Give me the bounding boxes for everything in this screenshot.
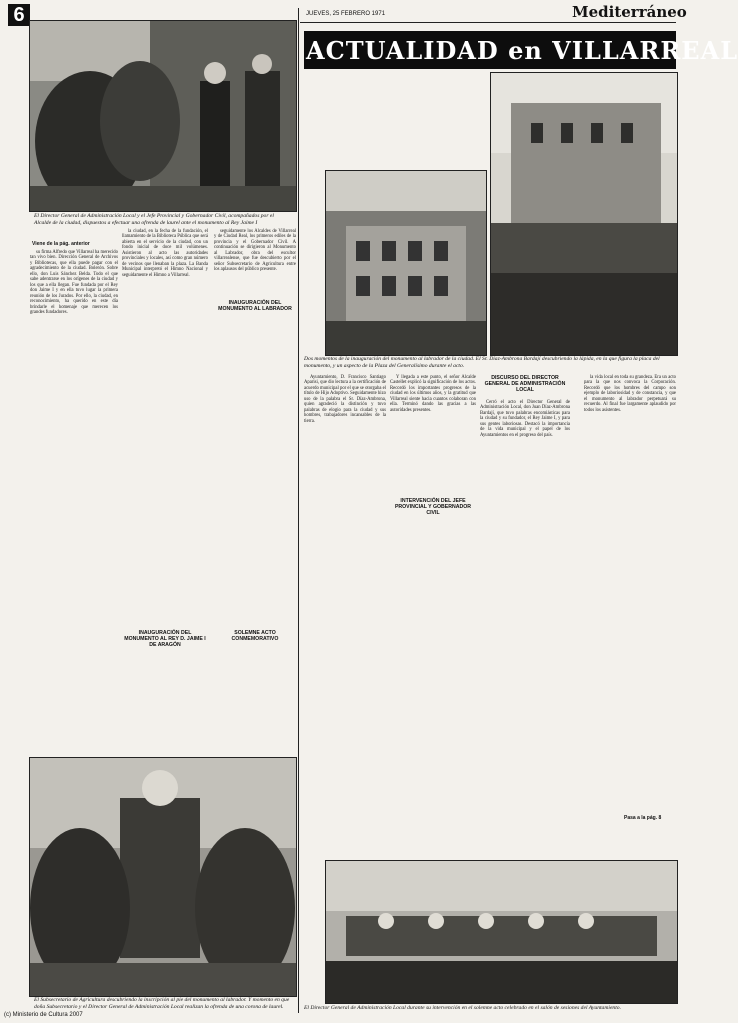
text-column-6-body: Cerró el acto el Director General de Administración Local, don Juan Díaz-Ambrona Bardají, que tuvo palabras encomiásticas para la ciudad y su fundador, el Rey Jaime I, y para sus gentes laboriosas. Destacó la importancia de la vida municipal y el papel de los Ayuntamientos en el progreso del país. <box>480 400 570 438</box>
header-date: JUEVES, 25 FEBRERO 1971 <box>306 11 386 17</box>
pasa-a-pagina: Pasa a la pág. 8 <box>624 815 662 821</box>
text-column-3-body: seguidamente los Alcaldes de Villarreal y de Ciudad Real, los primeros ediles de la provincia y el Gobernador Civil. A continuación se dirigieron al Monumento al Labrador, obra del escultor villarrealense, que fue descubierto por el señor Subsecretario de Agricultura entre los aplausos del público presente. <box>214 229 296 273</box>
text-column-6 <box>480 400 570 820</box>
page-number: 6 <box>13 4 25 26</box>
copyright-credit: (c) Ministerio de Cultura 2007 <box>4 1012 83 1018</box>
text-column-1-body: su firma Alfredo que Villarreal ha merecido tan vivo bien. Dirección General de Archivos y Bibliotecas, que ella puede pagar con el agradecimiento de la ciudad. Bolerón. Sobre ello, don Luis Sánchez Belda. Todo el que sabe adentrarse en los orígenes de la ciudad y los que a ella llegan. Fue fundada por el Rey don Jaime I y en ella tuvo lugar la primera reunión de los Jurados. Por ello, la ciudad, en reconocimiento, ha querido en este día brindarle el homenaje que merecen los grandes fundadores. <box>30 250 118 315</box>
caption-top-left: El Director General de Administración Local y el Jefe Provincial y Gobernador Civil, acompañados por el Alcalde de la ciudad, dispuestos a efectuar una ofrenda de laurel ante el monumento al Rey Jaime I <box>34 213 274 226</box>
subhead-intervencion: INTERVENCIÓN DEL JEFE PROVINCIAL Y GOBERNADOR CIVIL <box>394 498 472 517</box>
photo-council-hall <box>325 860 678 1004</box>
column-divider <box>298 8 299 1013</box>
caption-bottom-right: El Director General de Administración Local durante su intervención en el solemne acto celebrado en el salón de sesiones del Ayuntamiento. <box>304 1005 621 1011</box>
text-column-7 <box>584 375 676 815</box>
photo-plaza-ceremony <box>490 72 678 356</box>
text-column-7-body: la vida local en toda su grandeza. Era un acto para la que nos convoca la Corporación. Recordó que los hombres del campo son ejemplo de laboriosidad y de constancia, y que el monumento al labrador perpetuará su recuerdo. Al final fue largamente aplaudido por todos los asistentes. <box>584 375 676 413</box>
photo-monument-building <box>325 170 487 356</box>
text-column-5-body: Y llegada a este punto, el señor Alcalde Castellet explicó la significación de los actos. Recordó los importantes progresos de la ciudad en los últimos años, y la gratitud que Villarreal siente hacia cuantos colaboran con ella. Terminó dando las gracias a las autoridades presentes. <box>390 375 476 413</box>
viene-subhead: Viene de la pág. anterior <box>32 241 90 247</box>
subhead-inaug-labrador: INAUGURACIÓN DEL MONUMENTO AL LABRADOR <box>218 300 292 313</box>
photo-wreath-offering <box>29 20 297 212</box>
text-column-4 <box>304 375 386 820</box>
text-column-4-body: Ayuntamiento, D. Francisco Santiago Aparisi, que dio lectura a la certificación de acuerdo municipal por el que se otorgaba el título de Hijo Adoptivo. Seguidamente hizo uso de la palabra el Sr. Díaz-Ambrona, quien agradeció la distinción y tuvo palabras de elogio para la ciudad y sus hombres, trabajadores incansables de la tierra. <box>304 375 386 424</box>
photo-labrador-inscription <box>29 757 297 997</box>
caption-bottom-left: El Subsecretario de Agricultura descubriendo la inscripción al pie del monumento al labrador. Y momento en que doña Subsecretario y el Director General de Administración Local realizan la ofrenda de una corona de laurel. <box>34 997 290 1010</box>
caption-top-right: Dos momentos de la inauguración del monumento al labrador de la ciudad. El Sr. Díaz-Ambrona Bardají descubriendo la lápida, en la que figura la placa del monumento, y un aspecto de la Plaza del Generalísimo durante el acto. <box>304 356 660 369</box>
subhead-solemne: SOLEMNE ACTO CONMEMORATIVO <box>231 630 279 643</box>
page-number-box <box>8 4 30 26</box>
subhead-inaug-jaime: INAUGURACIÓN DEL MONUMENTO AL REY D. JAIME I DE ARAGÓN <box>124 630 206 649</box>
newspaper-name: Mediterráneo <box>572 3 687 21</box>
header-rule-right <box>300 22 676 23</box>
text-column-3 <box>214 229 296 529</box>
subhead-discurso: DISCURSO DEL DIRECTOR GENERAL DE ADMINISTRACIÓN LOCAL <box>484 375 566 394</box>
text-column-1 <box>30 250 118 758</box>
text-column-2-body: la ciudad, en la fecha de la fundación, el llamamiento de la Biblioteca Pública que será abierta en el servicio de la ciudad, con un fondo inicial de doce mil volúmenes. Asistieron al acto las autoridades provinciales y locales, así como gran número de vecinos que llenaban la plaza. La Banda Municipal interpretó el Himno Nacional y seguidamente el Himno a Villarreal. <box>122 229 208 278</box>
text-column-5 <box>390 375 476 820</box>
section-title: ACTUALIDAD en VILLARREAL <box>306 36 738 65</box>
text-column-2 <box>122 229 208 629</box>
